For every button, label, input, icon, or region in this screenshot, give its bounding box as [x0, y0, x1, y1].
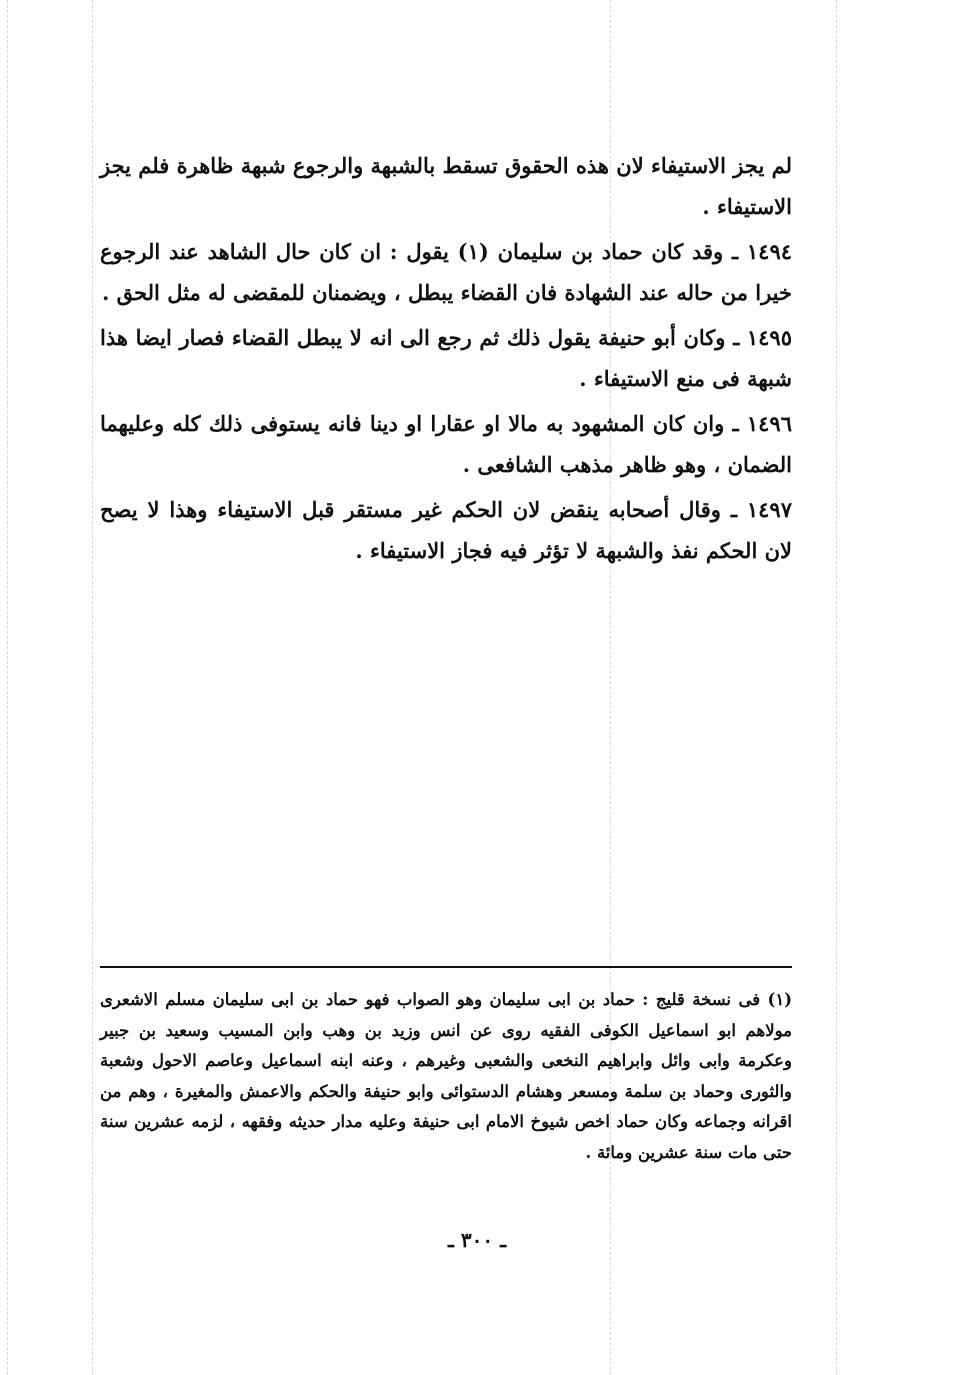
main-text [100, 145, 792, 575]
scan-guide-line [92, 0, 93, 1375]
paragraph-1496: ١٤٩٦ ـ وان كان المشهود به مالا او عقارا او دينا فانه يستوفى ذلك كله وعليهما الضمان ، وهو ظاهر مذهب الشافعى . [100, 411, 792, 477]
scan-guide-line [7, 0, 8, 1375]
scan-guide-line [836, 0, 837, 1375]
footnote-text: (١) فى نسخة قليج : حماد بن ابى سليمان وهو الصواب فهو حماد بن ابى سليمان مسلم الاشعرى مولاهم ابو اسماعيل الكوفى الفقيه روى عن انس وزيد بن وهب وابن المسيب وسعيد بن جبير وعكرمة وابى وائل وابراهيم النخعى والشعبى وغيرهم ، وعنه ابنه اسماعيل وعاصم الاحول وشعبة والثورى وحماد بن سلمة ومسعر وهشام الدستوائى وابو حنيفة والحكم والاعمش والمغيرة ، وهم من اقرانه وجماعه وكان حماد اخص شيوخ الامام ابى حنيفة وعليه مدار حديثه وفقهه ، لزمه عشرين سنة حتى مات سنة عشرين ومائة . [100, 990, 792, 1162]
paragraph-1494: ١٤٩٤ ـ وقد كان حماد بن سليمان (١) يقول : ان كان حال الشاهد عند الرجوع خيرا من حاله عند الشهادة فان القضاء يبطل ، ويضمنان للمقضى له مثل الحق . [100, 239, 793, 305]
page-number: ـ ٣٠٠ ـ [448, 1228, 506, 1252]
paragraph-1497: ١٤٩٧ ـ وقال أصحابه ينقض لان الحكم غير مستقر قبل الاستيفاء وهذا لا يصح لان الحكم نفذ والشبهة لا تؤثر فيه فجاز الاستيفاء . [100, 497, 792, 563]
paragraph-intro: لم يجز الاستيفاء لان هذه الحقوق تسقط بالشبهة والرجوع شبهة ظاهرة فلم يجز الاستيفاء . [100, 153, 792, 219]
footnote [100, 985, 792, 1168]
paragraph-1495: ١٤٩٥ ـ وكان أبو حنيفة يقول ذلك ثم رجع الى انه لا يبطل القضاء فصار ايضا هذا شبهة فى منع الاستيفاء . [100, 325, 792, 391]
footnote-divider [100, 966, 792, 968]
